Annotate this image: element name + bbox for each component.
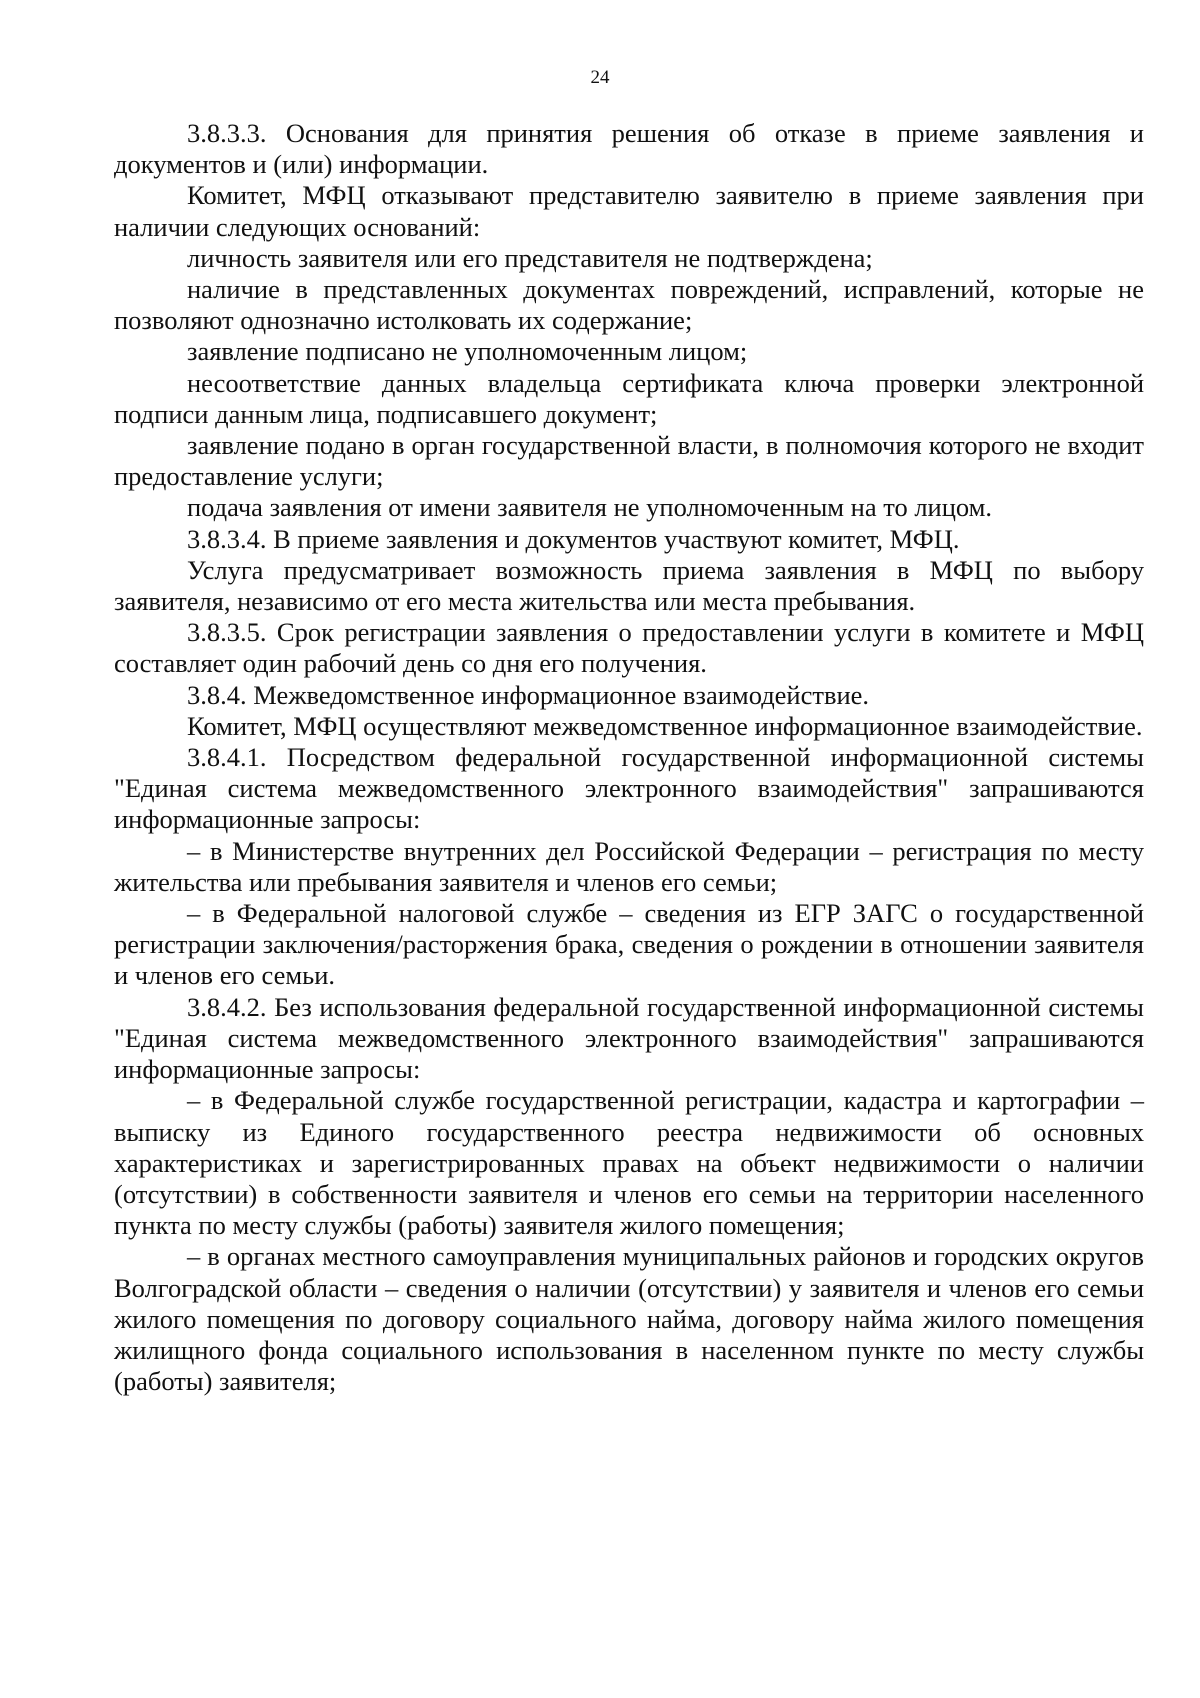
paragraph-request-mvd: – в Министерстве внутренних дел Российской Федерации – регистрация по месту жительства или пребывания заявителя и членов его семьи; — [114, 835, 1144, 897]
paragraph-3-8-3-5: 3.8.3.5. Срок регистрации заявления о предоставлении услуги в комитете и МФЦ составляет один рабочий день со дня его получения. — [114, 617, 1144, 679]
paragraph-refusal-intro: Комитет, МФЦ отказывают представителю заявителю в приеме заявления при наличии следующих оснований: — [114, 180, 1144, 242]
paragraph-refusal-reason-wrong-authority: заявление подано в орган государственной власти, в полномочия которого не входит предоставление услуги; — [114, 430, 1144, 492]
paragraph-3-8-4: 3.8.4. Межведомственное информационное взаимодействие. — [187, 679, 870, 710]
paragraph-3-8-4-2: 3.8.4.2. Без использования федеральной государственной информационной системы "Единая система межведомственного электронного взаимодействия" запрашиваются информационные запросы: — [114, 991, 1144, 1085]
paragraph-refusal-reason-identity: личность заявителя или его представителя не подтверждена; — [187, 242, 873, 273]
document-body — [114, 118, 1144, 1397]
paragraph-3-8-4-1: 3.8.4.1. Посредством федеральной государственной информационной системы "Единая система межведомственного электронного взаимодействия" запрашиваются информационные запросы: — [114, 742, 1144, 835]
paragraph-3-8-3-3: 3.8.3.3. Основания для принятия решения об отказе в приеме заявления и документов и (или) информации. — [114, 118, 1144, 180]
paragraph-refusal-reason-unauthorized-signature: заявление подписано не уполномоченным лицом; — [187, 336, 748, 367]
paragraph-refusal-reason-unauthorized-submission: подача заявления от имени заявителя не уполномоченным на то лицом. — [187, 492, 993, 523]
paragraph-refusal-reason-certificate-mismatch: несоответствие данных владельца сертификата ключа проверки электронной подписи данным лица, подписавшего документ; — [114, 367, 1144, 429]
paragraph-request-fns: – в Федеральной налоговой службе – сведения из ЕГР ЗАГС о государственной регистрации заключения/расторжения брака, сведения о рождении в отношении заявителя и членов его семьи. — [114, 898, 1144, 991]
paragraph-request-rosreestr: – в Федеральной службе государственной регистрации, кадастра и картографии – выписку из Единого государственного реестра недвижимости об основных характеристиках и зарегистрированных правах на объект недвижимости о наличии (отсутствии) в собственности заявителя и членов его семьи на территории населенного пункта по месту службы (работы) заявителя жилого помещения; — [114, 1085, 1144, 1241]
paragraph-interagency-interaction: Комитет, МФЦ осуществляют межведомственное информационное взаимодействие. — [187, 710, 1143, 741]
paragraph-request-local-government: – в органах местного самоуправления муниципальных районов и городских округов Волгоградской области – сведения о наличии (отсутствии) у заявителя и членов его семьи жилого помещения по договору социального найма, договору найма жилого помещения жилищного фонда социального использования в населенном пункте по месту службы (работы) заявителя; — [114, 1241, 1144, 1397]
paragraph-service-choice: Услуга предусматривает возможность приема заявления в МФЦ по выбору заявителя, независимо от его места жительства или места пребывания. — [114, 554, 1144, 617]
paragraph-refusal-reason-damage: наличие в представленных документах повреждений, исправлений, которые не позволяют однозначно истолковать их содержание; — [114, 274, 1144, 336]
paragraph-3-8-3-4: 3.8.3.4. В приеме заявления и документов участвуют комитет, МФЦ. — [187, 523, 960, 554]
page-number: 24 — [590, 67, 610, 88]
